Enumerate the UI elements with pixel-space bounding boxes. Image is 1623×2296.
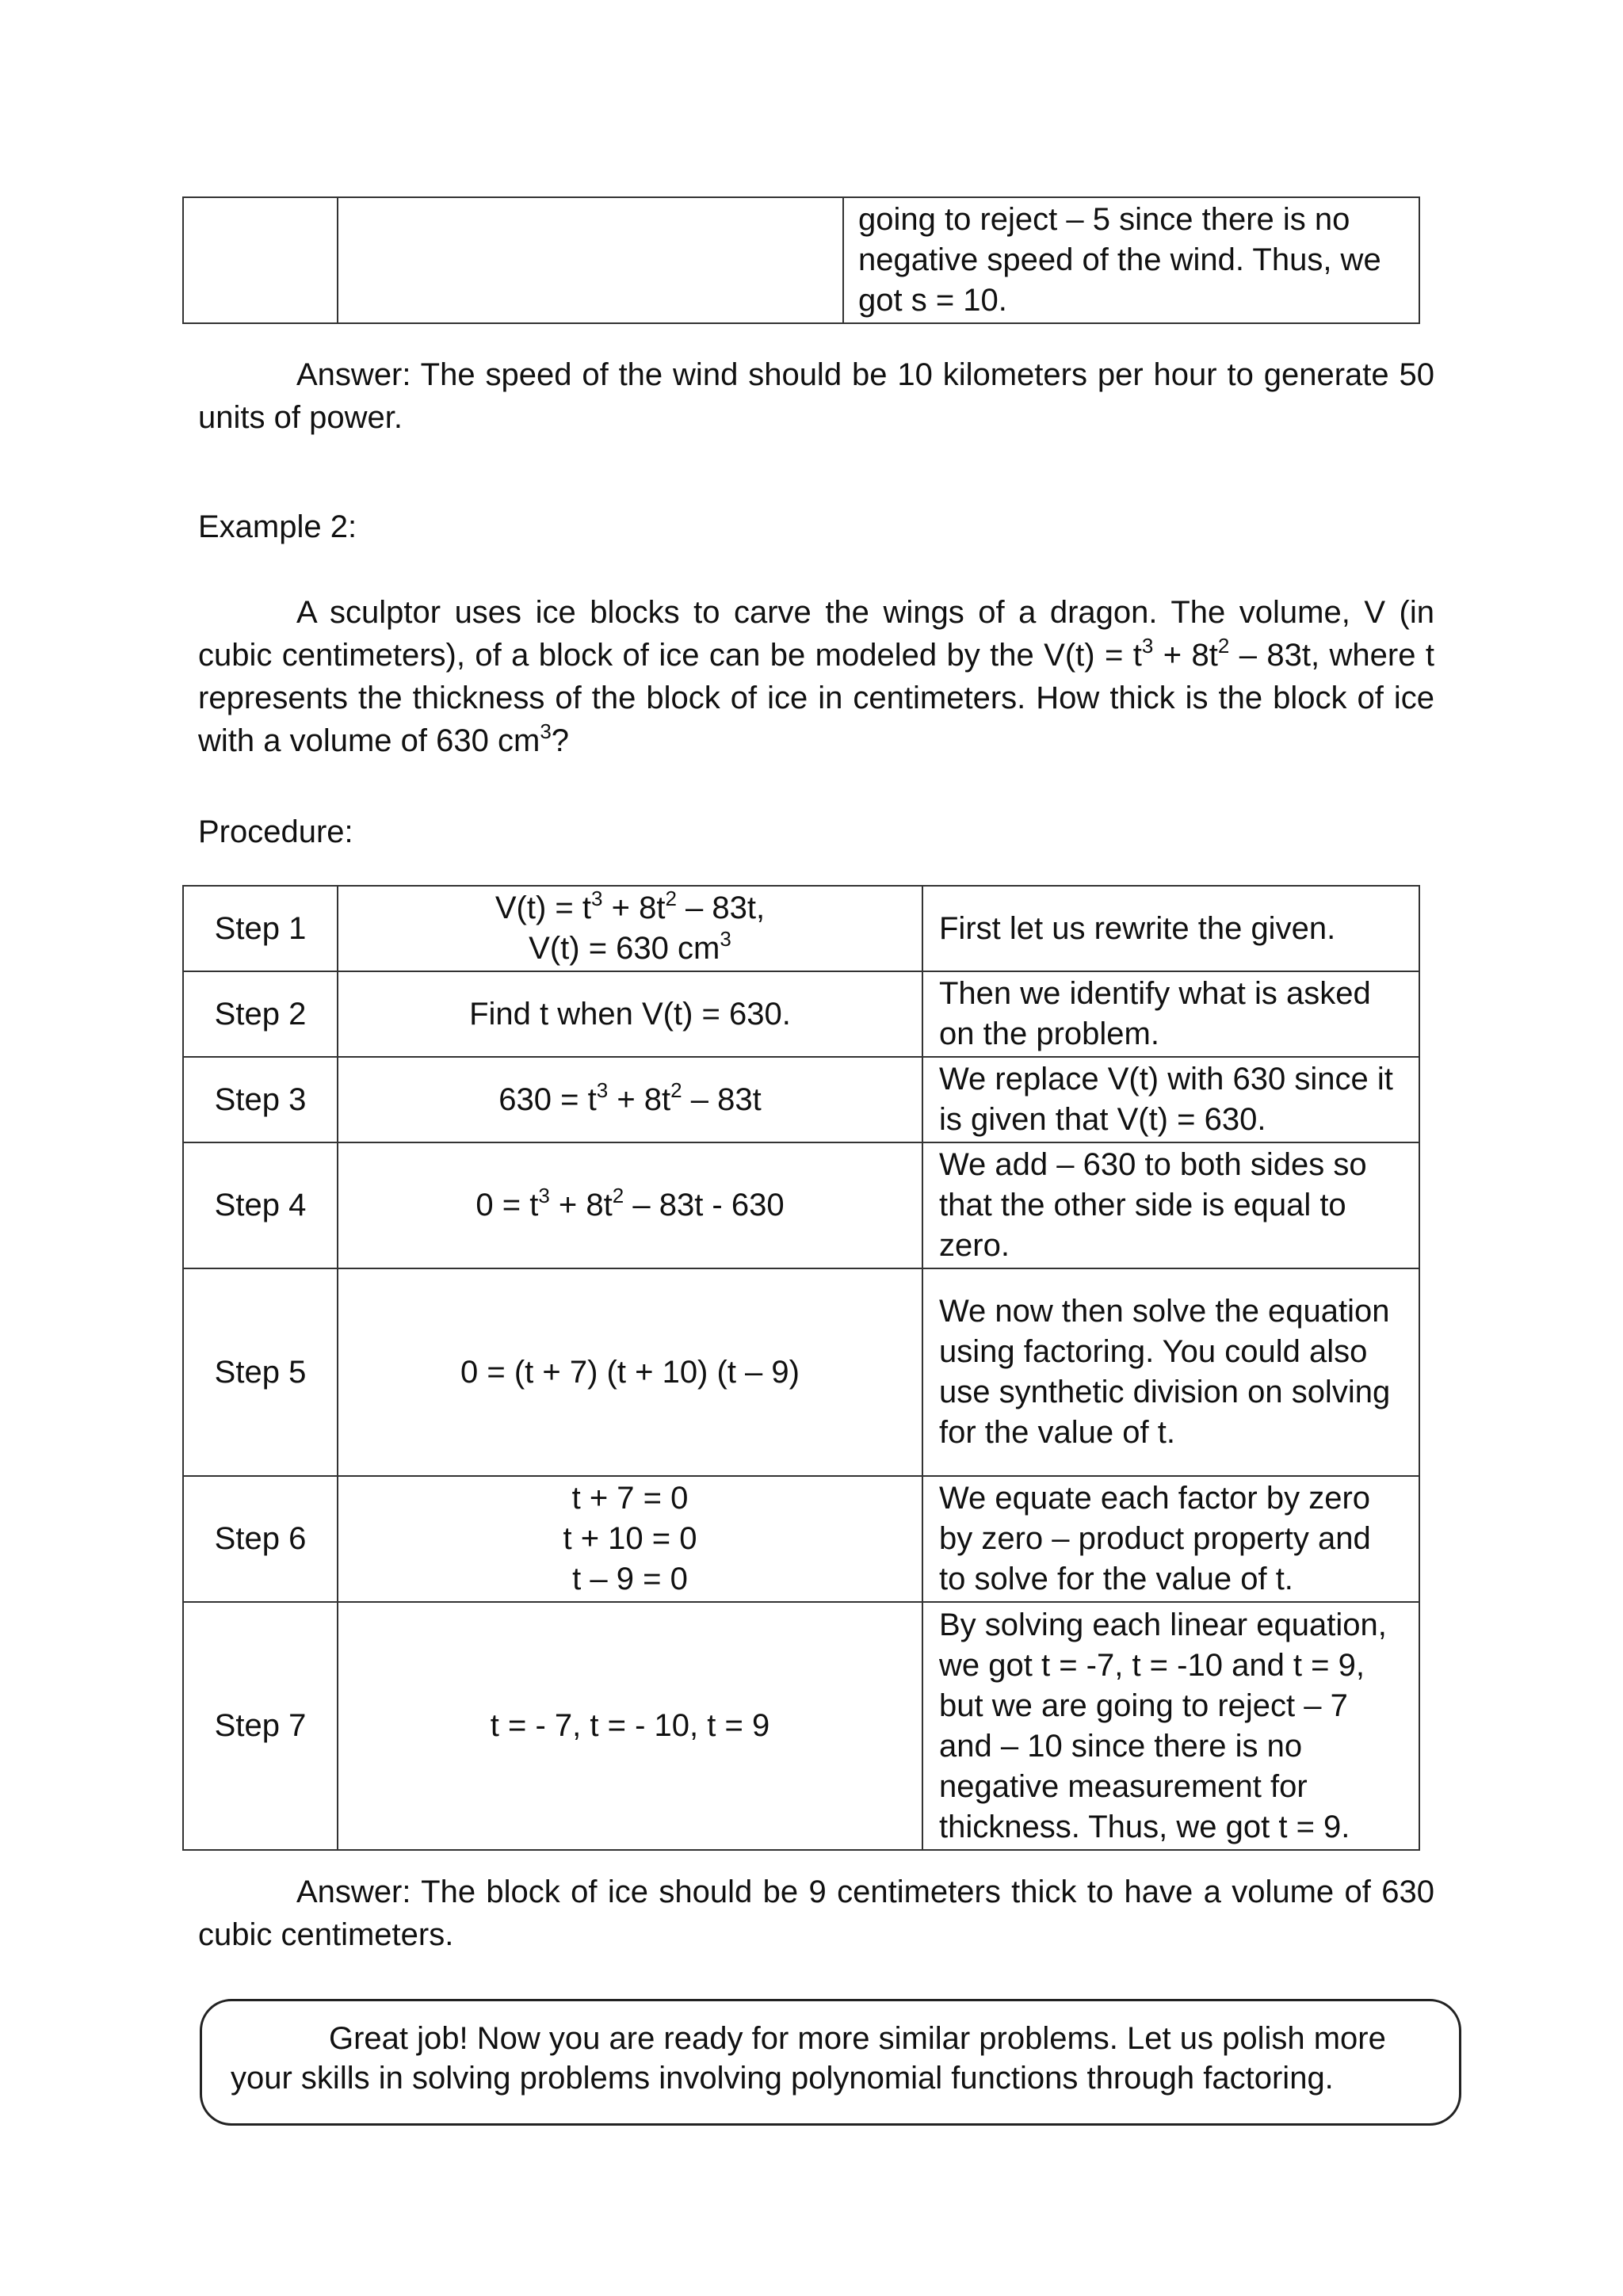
explanation-cell: Then we identify what is asked on the problem. (922, 971, 1419, 1057)
equation-cell: 0 = (t + 7) (t + 10) (t – 9) (338, 1268, 922, 1476)
step-label-cell: Step 1 (183, 886, 338, 971)
step-label-cell: Step 6 (183, 1476, 338, 1602)
equation-cell: t = - 7, t = - 10, t = 9 (338, 1602, 922, 1850)
explanation-cell: We equate each factor by zero by zero – product property and to solve for the value of t. (922, 1476, 1419, 1602)
equation-cell: $630 = t^3 + 8t^2 - 83t$ (338, 1057, 922, 1142)
step-label-cell: Step 4 (183, 1142, 338, 1268)
equation-cell (338, 197, 843, 323)
explanation-cell: We now then solve the equation using factoring. You could also use synthetic division on solving for the value of t. (922, 1268, 1419, 1476)
step-label-cell: Step 2 (183, 971, 338, 1057)
step-label-cell: Step 3 (183, 1057, 338, 1142)
step-label-cell (183, 197, 338, 323)
explanation-cell: We replace V(t) with 630 since it is given that V(t) = 630. (922, 1057, 1419, 1142)
equation-cell (338, 886, 922, 971)
table-row (183, 1057, 1419, 1142)
equation-cell: Find t when V(t) = 630. (338, 971, 922, 1057)
continued-steps-table (182, 196, 1420, 324)
procedure-table (182, 885, 1420, 1851)
answer-paragraph-2: Answer: The block of ice should be 9 centimeters thick to have a volume of 630 cubic centimeters. (198, 1875, 1434, 1952)
equation-cell (338, 1476, 922, 1602)
step-label-cell: Step 5 (183, 1268, 338, 1476)
explanation-cell: We add – 630 to both sides so that the other side is equal to zero. (922, 1142, 1419, 1268)
procedure-label: Procedure: (198, 814, 353, 849)
explanation-cell: First let us rewrite the given. (922, 886, 1419, 971)
equation-line: t + 10 = 0 (563, 1521, 697, 1556)
table-row (183, 886, 1419, 971)
equation-line: $V(t) = t^3 + 8t^2 - 83t$, (495, 887, 766, 925)
answer-paragraph-1: Answer: The speed of the wind should be 10 kilometers per hour to generate 50 units of power. (198, 357, 1434, 435)
explanation-cell: By solving each linear equation, we got t = -7, t = -10 and t = 9, but we are going to reject – 7 and – 10 since there is no negative measurement for thickness. Thus, we got t = 9. (922, 1602, 1419, 1850)
table-row (183, 1602, 1419, 1850)
table-row (183, 1268, 1419, 1476)
problem-paragraph: A sculptor uses ice blocks to carve the wings of a dragon. The volume, V (in cubic centimeters), of a block of ice can be modeled by the $V(t) = t^3 + 8t^2 - 83t$, where t represents the thickness of the block of ice in centimeters. How thick is the block of ice with a volume of 630 $cm^3$? (198, 595, 1434, 758)
example-2-label: Example 2: (198, 509, 357, 544)
encouragement-callout: Great job! Now you are ready for more similar problems. Let us polish more your skills in solving problems involving polynomial functions through factoring. (200, 1999, 1461, 2126)
table-row (183, 1142, 1419, 1268)
equation-line: t + 7 = 0 (571, 1481, 689, 1516)
equation-line: t – 9 = 0 (572, 1562, 688, 1596)
table-row (183, 1476, 1419, 1602)
table-row (183, 971, 1419, 1057)
step-label-cell: Step 7 (183, 1602, 338, 1850)
equation-cell: $0 = t^3 + 8t^2 - 83t - 630$ (338, 1142, 922, 1268)
table-row (183, 197, 1419, 323)
equation-line: V(t) = 630 $cm^3$ (529, 927, 731, 966)
explanation-cell: going to reject – 5 since there is no negative speed of the wind. Thus, we got s = 10. (843, 197, 1419, 323)
